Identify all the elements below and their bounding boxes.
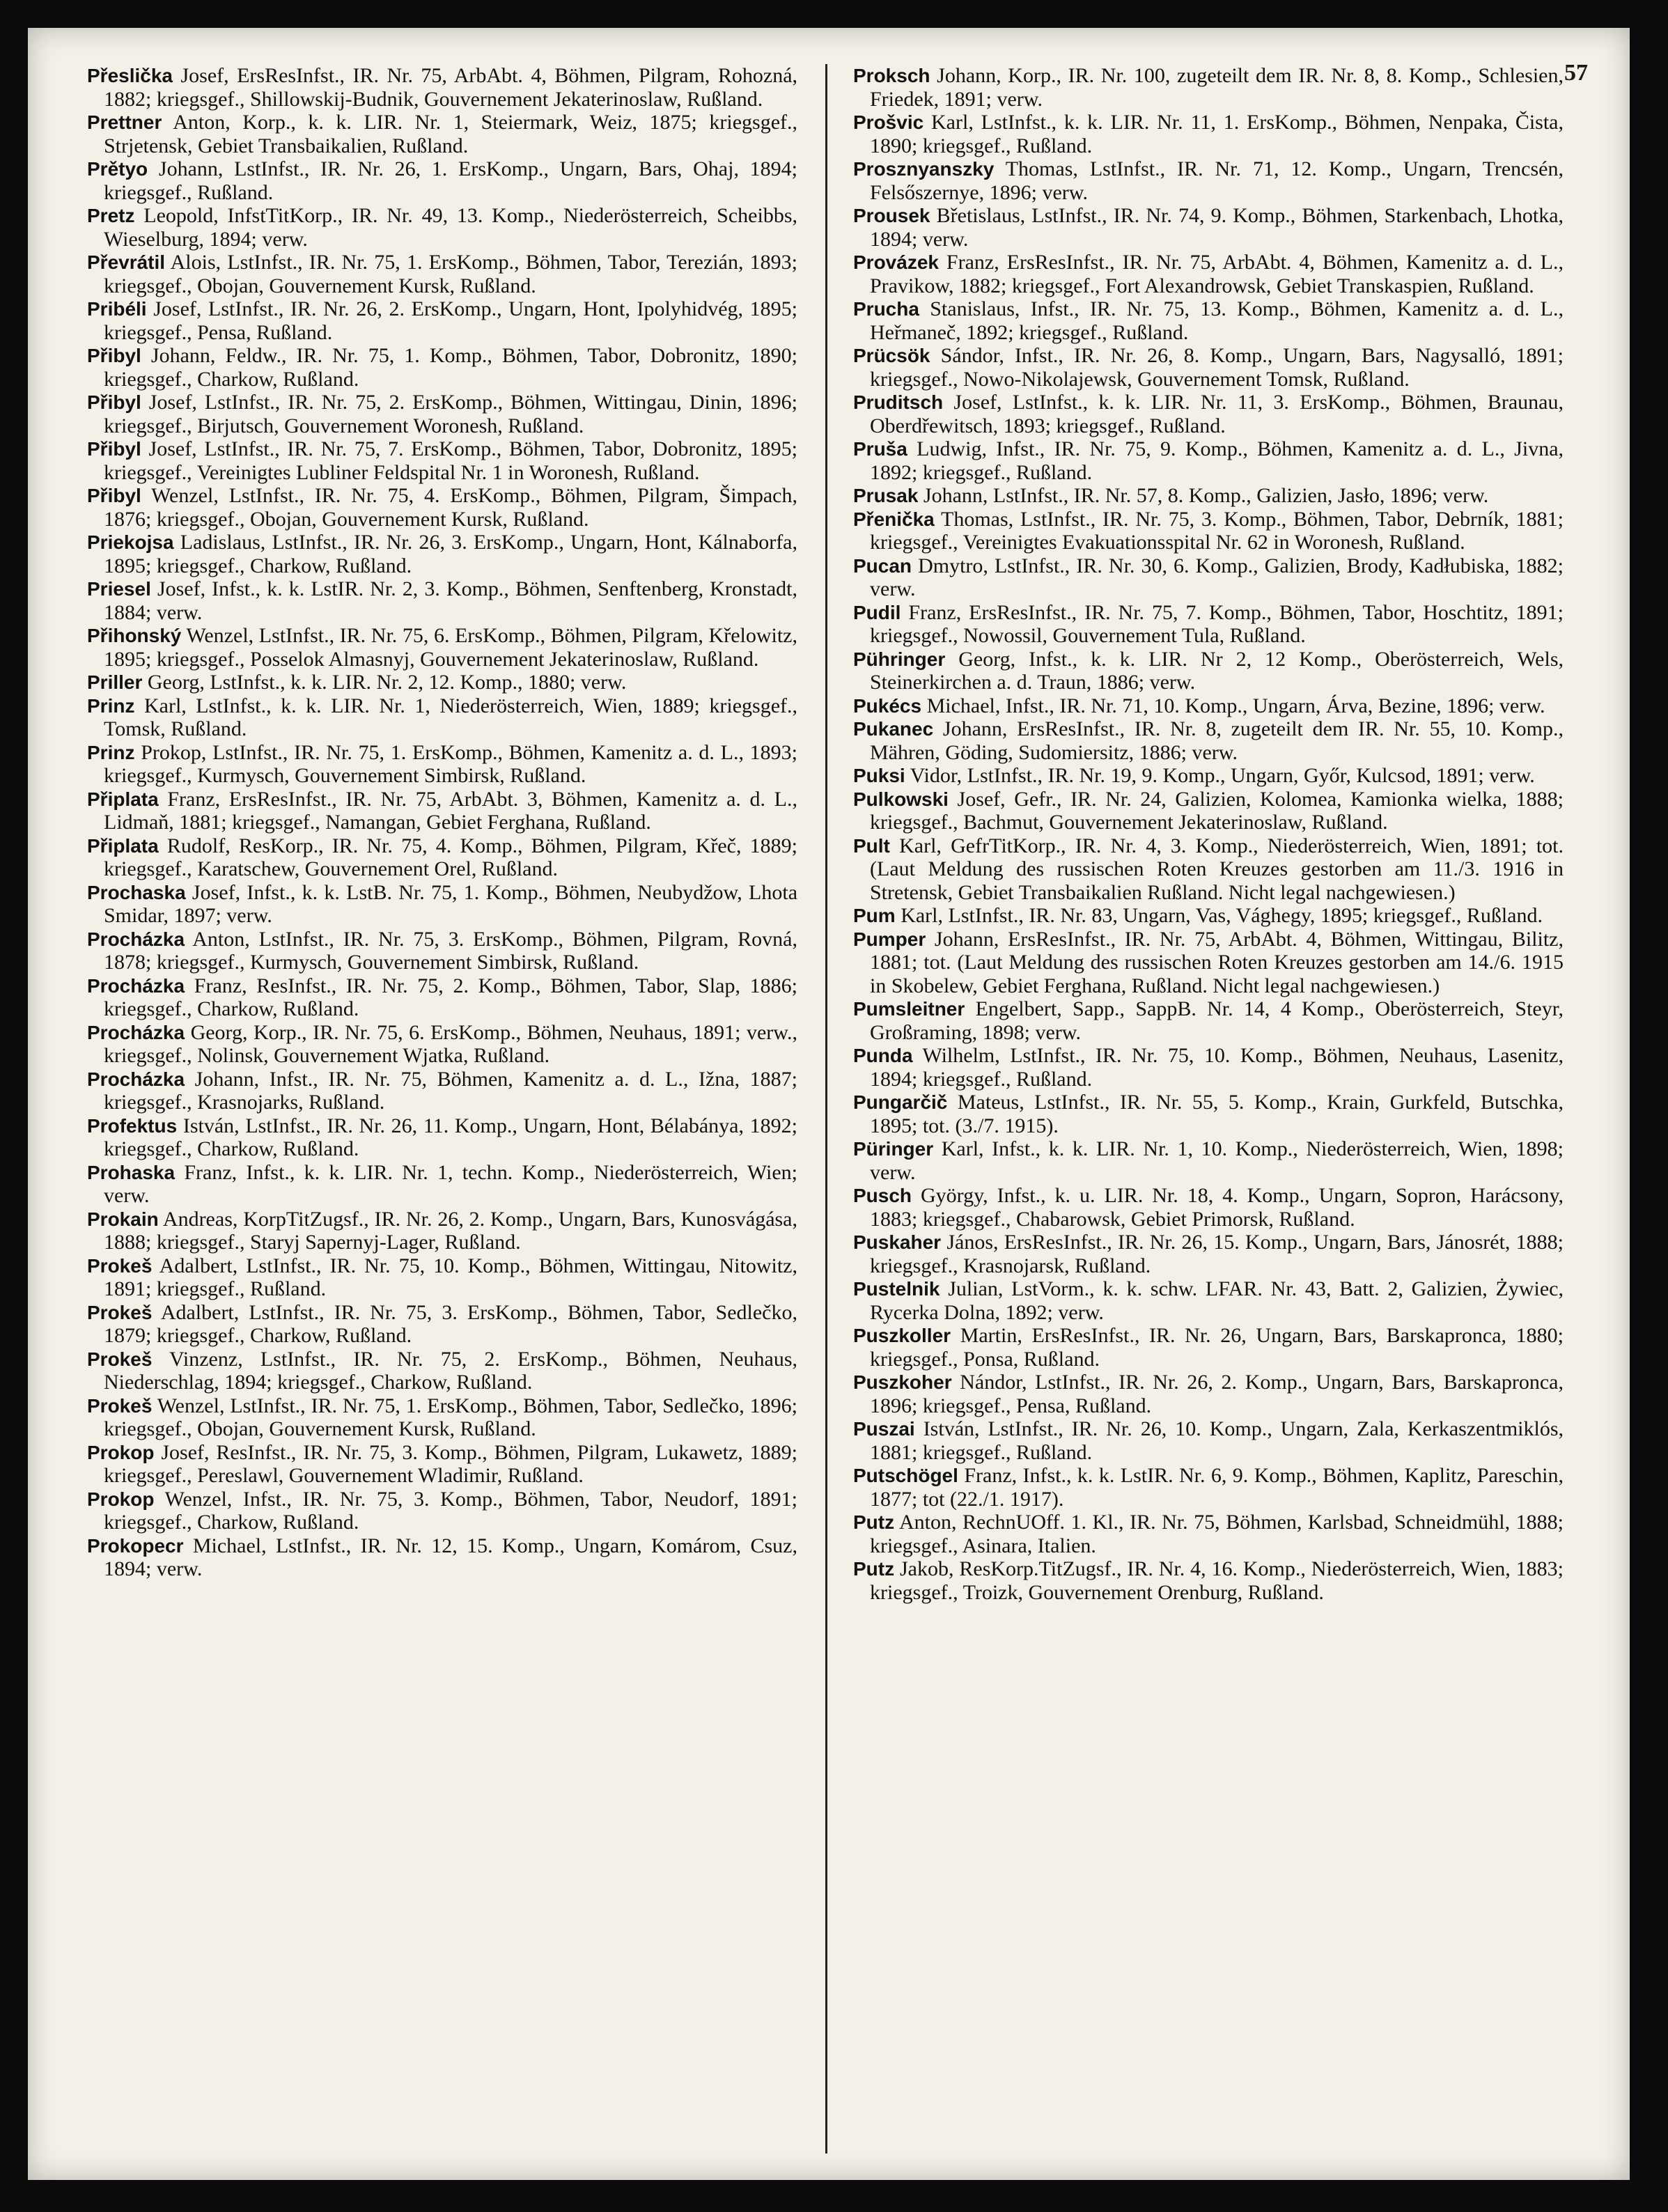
entry-surname: Připlata [87,788,159,810]
entry-details: Břetislaus, LstInfst., IR. Nr. 74, 9. Komp., Böhmen, Starkenbach, Lhotka, 1894; verw. [870,204,1564,251]
entry-details: Adalbert, LstInfst., IR. Nr. 75, 10. Komp., Böhmen, Wittingau, Nitowitz, 1891; kriegsgef., Rußland. [104,1254,797,1300]
entry-surname: Pumper [853,928,926,950]
page-number: 57 [1564,60,1588,86]
register-entry [87,834,797,881]
entry-surname: Pribéli [87,298,147,320]
entry-surname: Profektus [87,1114,178,1137]
document-page [28,28,1630,2180]
register-entry [87,484,797,531]
register-entry [853,834,1564,905]
register-entry [87,297,797,344]
entry-surname: Přibyl [87,345,141,366]
entry-surname: Punda [853,1045,913,1066]
register-entry [853,484,1564,508]
register-entry [87,391,797,437]
entry-details: Julian, LstVorm., k. k. schw. LFAR. Nr. 43, Batt. 2, Galizien, Żywiec, Rycerka Dolna, 1892; verw. [870,1277,1564,1324]
register-entry [87,788,797,834]
register-entry [87,531,797,577]
register-entry [853,601,1564,648]
entry-surname: Prusak [853,485,919,506]
register-entry [87,1441,797,1488]
entry-surname: Procházka [87,974,185,997]
entry-details: Georg, LstInfst., k. k. LIR. Nr. 2, 12. Komp., 1880; verw. [147,671,627,694]
entry-details: Wenzel, Infst., IR. Nr. 75, 3. Komp., Böhmen, Tabor, Neudorf, 1891; kriegsgef., Charkow, Rußland. [104,1487,797,1534]
entry-details: Adalbert, LstInfst., IR. Nr. 75, 3. ErsKomp., Böhmen, Tabor, Sedlečko, 1879; kriegsgef., Charkow, Rußland. [104,1300,797,1347]
entry-surname: Prosznyanszky [853,158,995,180]
register-entry [87,694,797,741]
register-entry [853,717,1564,764]
entry-details: Karl, LstInfst., k. k. LIR. Nr. 11, 1. ErsKomp., Böhmen, Nenpaka, Čista, 1890; kriegsgef., Rußland. [870,111,1564,157]
entry-surname: Přenička [853,508,935,530]
register-entry [853,1464,1564,1511]
entry-details: Prokop, LstInfst., IR. Nr. 75, 1. ErsKomp., Böhmen, Kamenitz a. d. L., 1893; kriegsgef., Kurmysch, Gouvernement Simbirsk, Rußland. [104,740,797,787]
register-entry [853,1557,1564,1604]
entry-details: Jakob, ResKorp.TitZugsf., IR. Nr. 4, 16. Komp., Niederösterreich, Wien, 1883; kriegsgef., Troizk, Gouvernement Orenburg, Rußland. [870,1557,1564,1604]
entry-details: János, ErsResInfst., IR. Nr. 26, 15. Komp., Ungarn, Bars, Jánosrét, 1888; kriegsgef., Krasnojarsk, Rußland. [870,1231,1564,1277]
entry-surname: Prettner [87,111,162,133]
entry-details: Karl, Infst., k. k. LIR. Nr. 1, 10. Komp., Niederösterreich, Wien, 1898; verw. [870,1137,1564,1184]
register-entry [87,1488,797,1534]
entry-details: Vidor, LstInfst., IR. Nr. 19, 9. Komp., Ungarn, Győr, Kulcsod, 1891; verw. [910,764,1535,787]
entry-surname: Prokain [87,1208,159,1230]
entry-details: Johann, ErsResInfst., IR. Nr. 8, zugeteilt dem IR. Nr. 55, 10. Komp., Mähren, Göding, Sudomiersitz, 1886; verw. [870,717,1564,764]
register-entry [853,694,1564,718]
entry-surname: Pusch [853,1185,912,1206]
entry-surname: Pucan [853,554,912,577]
register-entry [87,1394,797,1441]
entry-details: Josef, Infst., k. k. LstB. Nr. 75, 1. Komp., Böhmen, Neubydžow, Lhota Smidar, 1897; verw. [104,880,797,927]
entry-surname: Pukécs [853,694,922,717]
entry-surname: Přibyl [87,391,141,413]
entry-details: Johann, LstInfst., IR. Nr. 26, 1. ErsKomp., Ungarn, Bars, Ohaj, 1894; kriegsgef., Rußland. [104,157,797,204]
entry-details: István, LstInfst., IR. Nr. 26, 10. Komp., Ungarn, Zala, Kerkaszentmiklós, 1881; kriegsgef., Rußland. [870,1417,1564,1464]
entry-surname: Pumsleitner [853,998,965,1020]
register-entry [87,1534,797,1581]
entry-surname: Prokop [87,1441,155,1463]
entry-details: Anton, Korp., k. k. LIR. Nr. 1, Steiermark, Weiz, 1875; kriegsgef., Strjetensk, Gebiet Transbaikalien, Rußland. [104,111,797,157]
register-entry [853,297,1564,344]
left-column [87,64,797,2160]
entry-details: Josef, LstInfst., IR. Nr. 26, 2. ErsKomp., Ungarn, Hont, Ipolyhidvég, 1895; kriegsgef., Pensa, Rußland. [104,297,797,344]
entry-surname: Prokopecr [87,1534,184,1557]
register-entry [87,111,797,157]
register-entry [853,1277,1564,1324]
entry-surname: Putschögel [853,1465,958,1486]
register-entry [853,1184,1564,1231]
register-entry [853,251,1564,297]
entry-surname: Přibyl [87,485,141,506]
entry-surname: Priekojsa [87,531,174,553]
register-entry [87,741,797,788]
entry-details: Alois, LstInfst., IR. Nr. 75, 1. ErsKomp., Böhmen, Tabor, Terezián, 1893; kriegsgef., Obojan, Gouvernement Kursk, Rußland. [104,251,797,297]
register-entry [87,881,797,928]
register-entry [853,344,1564,391]
entry-surname: Pruditsch [853,391,944,413]
entry-surname: Pum [853,905,896,926]
entry-surname: Prücsök [853,345,930,366]
entry-surname: Procházka [87,1068,185,1090]
entry-details: Georg, Korp., IR. Nr. 75, 6. ErsKomp., Böhmen, Neuhaus, 1891; verw., kriegsgef., Nolinsk, Gouvernement Wjatka, Rußland. [104,1020,797,1067]
entry-details: Josef, Gefr., IR. Nr. 24, Galizien, Kolomea, Kamionka wielka, 1888; kriegsgef., Bachmut, Gouvernement Jekaterinoslaw, Rußland. [870,787,1564,834]
register-entry [853,391,1564,437]
entry-details: Josef, ResInfst., IR. Nr. 75, 3. Komp., Böhmen, Pilgram, Lukawetz, 1889; kriegsgef., Pereslawl, Gouvernement Wladimir, Rußland. [104,1440,797,1487]
register-entry [87,671,797,694]
entry-details: Anton, LstInfst., IR. Nr. 75, 3. ErsKomp., Böhmen, Pilgram, Rovná, 1878; kriegsgef., Kurmysch, Gouvernement Simbirsk, Rußland. [104,927,797,974]
register-entry [853,437,1564,484]
entry-details: Josef, ErsResInfst., IR. Nr. 75, ArbAbt. 4, Böhmen, Pilgram, Rohozná, 1882; kriegsgef., Shillowskij-Budnik, Gouvernement Jekaterinoslaw, Rußland. [104,64,797,111]
entry-surname: Prinz [87,694,135,717]
register-entry [87,1068,797,1114]
entry-details: Josef, LstInfst., k. k. LIR. Nr. 11, 3. ErsKomp., Böhmen, Braunau, Oberdřewitsch, 1893; kriegsgef., Rußland. [870,391,1564,437]
entry-surname: Prochaska [87,881,186,903]
entry-surname: Pult [853,834,890,857]
entry-surname: Priesel [87,578,151,600]
entry-details: Nándor, LstInfst., IR. Nr. 26, 2. Komp., Ungarn, Bars, Barskapronca, 1896; kriegsgef., Pensa, Rußland. [870,1371,1564,1417]
entry-surname: Pudil [853,601,901,623]
entry-surname: Přibyl [87,438,141,460]
register-entry [87,928,797,974]
entry-details: Josef, LstInfst., IR. Nr. 75, 7. ErsKomp., Böhmen, Tabor, Dobronitz, 1895; kriegsgef., Vereinigtes Lubliner Feldspital Nr. 1 in Woronesh, Rußland. [104,437,797,484]
entry-surname: Prohaska [87,1161,176,1183]
entry-surname: Prokeš [87,1301,153,1323]
register-entry [87,1208,797,1254]
register-entry [853,928,1564,998]
entry-details: Johann, LstInfst., IR. Nr. 57, 8. Komp., Galizien, Jasło, 1896; verw. [923,484,1489,507]
right-column [853,64,1564,2160]
register-entry [853,1044,1564,1091]
entry-surname: Prokeš [87,1254,153,1277]
entry-surname: Puskaher [853,1231,942,1253]
entry-surname: Proksch [853,65,930,86]
entry-details: Leopold, InfstTitKorp., IR. Nr. 49, 13. Komp., Niederösterreich, Scheibbs, Wieselburg, 1894; verw. [104,204,797,251]
register-entry [853,111,1564,157]
entry-surname: Prokeš [87,1348,153,1370]
entry-details: Wenzel, LstInfst., IR. Nr. 75, 1. ErsKomp., Böhmen, Tabor, Sedlečko, 1896; kriegsgef., Obojan, Gouvernement Kursk, Rußland. [104,1394,797,1440]
entry-details: Franz, ErsResInfst., IR. Nr. 75, ArbAbt. 3, Böhmen, Kamenitz a. d. L., Lidmaň, 1881; kriegsgef., Namangan, Gebiet Ferghana, Rußland. [104,787,797,834]
columns [87,64,1577,2160]
entry-details: Rudolf, ResKorp., IR. Nr. 75, 4. Komp., Böhmen, Pilgram, Křeč, 1889; kriegsgef., Karatschew, Gouvernement Orel, Rußland. [104,834,797,880]
entry-details: Ladislaus, LstInfst., IR. Nr. 26, 3. ErsKomp., Ungarn, Hont, Kálnaborfa, 1895; kriegsgef., Charkow, Rußland. [104,531,797,577]
entry-details: Michael, Infst., IR. Nr. 71, 10. Komp., Ungarn, Árva, Bezine, 1896; verw. [926,694,1545,717]
entry-surname: Priller [87,671,143,693]
entry-surname: Převrátil [87,251,166,273]
entry-details: Sándor, Infst., IR. Nr. 26, 8. Komp., Ungarn, Bars, Nagysalló, 1891; kriegsgef., Nowo-Nikolajewsk, Gouvernement Tomsk, Rußland. [870,344,1564,391]
register-entry [87,1114,797,1161]
register-entry [87,251,797,297]
entry-details: Johann, Infst., IR. Nr. 75, Böhmen, Kamenitz a. d. L., Ižna, 1887; kriegsgef., Krasnojarks, Rußland. [104,1067,797,1114]
entry-details: Johann, Feldw., IR. Nr. 75, 1. Komp., Böhmen, Tabor, Dobronitz, 1890; kriegsgef., Charkow, Rußland. [104,344,797,391]
entry-details: György, Infst., k. u. LIR. Nr. 18, 4. Komp., Ungarn, Sopron, Harácsony, 1883; kriegsgef., Chabarowsk, Gebiet Primorsk, Rußland. [870,1184,1564,1231]
register-entry [853,1371,1564,1417]
register-entry [87,1021,797,1068]
entry-details: Ludwig, Infst., IR. Nr. 75, 9. Komp., Böhmen, Kamenitz a. d. L., Jivna, 1892; kriegsgef., Rußland. [870,437,1564,484]
entry-details: Thomas, LstInfst., IR. Nr. 71, 12. Komp., Ungarn, Trencsén, Felsőszernye, 1896; verw. [870,157,1564,204]
entry-details: Franz, ErsResInfst., IR. Nr. 75, 7. Komp., Böhmen, Tabor, Hoschtitz, 1891; kriegsgef., Nowossil, Gouvernement Tula, Rußland. [870,600,1564,647]
register-entry [87,204,797,251]
register-entry [853,904,1564,928]
entry-details: Georg, Infst., k. k. LIR. Nr 2, 12 Komp., Oberösterreich, Wels, Steinerkirchen a. d. Traun, 1886; verw. [870,647,1564,694]
entry-details: Karl, LstInfst., IR. Nr. 83, Ungarn, Vas, Vághegy, 1895; kriegsgef., Rußland. [901,904,1543,927]
register-entry [853,157,1564,204]
entry-surname: Pustelnik [853,1278,940,1300]
entry-details: Wenzel, LstInfst., IR. Nr. 75, 4. ErsKomp., Böhmen, Pilgram, Šimpach, 1876; kriegsgef., Obojan, Gouvernement Kursk, Rußland. [104,484,797,531]
register-entry [87,1301,797,1348]
entry-surname: Puszai [853,1418,915,1440]
entry-surname: Pungarčič [853,1091,948,1113]
register-entry [853,1231,1564,1277]
entry-details: Johann, Korp., IR. Nr. 100, zugeteilt dem IR. Nr. 8, 8. Komp., Schlesien, Friedek, 1891; verw. [870,64,1564,111]
register-entry [87,577,797,624]
entry-surname: Připlata [87,834,159,857]
entry-surname: Prucha [853,298,919,320]
register-entry [853,1511,1564,1557]
entry-details: Josef, Infst., k. k. LstIR. Nr. 2, 3. Komp., Böhmen, Senftenberg, Kronstadt, 1884; verw. [104,577,797,624]
entry-surname: Provázek [853,251,939,273]
register-entry [87,624,797,671]
entry-surname: Pruša [853,438,907,460]
entry-details: Karl, GefrTitKorp., IR. Nr. 4, 3. Komp., Niederösterreich, Wien, 1891; tot. (Laut Meldung des russischen Roten Kreuzes gestorben am 11./3. 1916 in Stretensk, Gebiet Transbaikalien Rußland. Nicht legal nachgewiesen.) [870,834,1564,904]
register-entry [87,1348,797,1394]
entry-surname: Puszkoller [853,1325,951,1346]
entry-details: Franz, Infst., k. k. LstIR. Nr. 6, 9. Komp., Böhmen, Kaplitz, Pareschin, 1877; tot (22./1. 1917). [870,1464,1564,1511]
entry-surname: Putz [853,1511,895,1533]
entry-details: Wenzel, LstInfst., IR. Nr. 75, 6. ErsKomp., Böhmen, Pilgram, Křelowitz, 1895; kriegsgef., Posselok Almasnyj, Gouvernement Jekaterinoslaw, Rußland. [104,624,797,671]
entry-details: Stanislaus, Infst., IR. Nr. 75, 13. Komp., Böhmen, Kamenitz a. d. L., Heřmaneč, 1892; kriegsgef., Rußland. [870,297,1564,344]
entry-details: Josef, LstInfst., IR. Nr. 75, 2. ErsKomp., Böhmen, Wittingau, Dinin, 1896; kriegsgef., Birjutsch, Gouvernement Woronesh, Rußland. [104,391,797,437]
entry-details: Mateus, LstInfst., IR. Nr. 55, 5. Komp., Krain, Gurkfeld, Butschka, 1895; tot. (3./7. 1915). [870,1091,1564,1137]
register-entry [87,974,797,1021]
entry-details: Wilhelm, LstInfst., IR. Nr. 75, 10. Komp., Böhmen, Neuhaus, Lasenitz, 1894; kriegsgef., Rußland. [870,1044,1564,1091]
entry-details: Johann, ErsResInfst., IR. Nr. 75, ArbAbt. 4, Böhmen, Wittingau, Bilitz, 1881; tot. (Laut Meldung des russischen Roten Kreuzes gestorben am 14./6. 1915 in Skobelew, Gebiet Ferghana, Rußland. Nicht legal nachgewiesen.) [870,927,1564,997]
entry-surname: Püringer [853,1138,934,1160]
entry-details: Michael, LstInfst., IR. Nr. 12, 15. Komp., Ungarn, Komárom, Csuz, 1894; verw. [104,1534,797,1580]
entry-details: Andreas, KorpTitZugsf., IR. Nr. 26, 2. Komp., Ungarn, Bars, Kunosvágása, 1888; kriegsgef., Staryj Sapernyj-Lager, Rußland. [104,1207,797,1254]
register-entry [87,1254,797,1301]
entry-surname: Přeslička [87,65,173,86]
entry-surname: Prinz [87,741,135,763]
entry-details: Franz, Infst., k. k. LIR. Nr. 1, techn. Komp., Niederösterreich, Wien; verw. [104,1160,797,1207]
entry-surname: Prousek [853,205,930,226]
entry-details: Karl, LstInfst., k. k. LIR. Nr. 1, Niederösterreich, Wien, 1889; kriegsgef., Tomsk, Rußland. [104,694,797,740]
entry-surname: Prošvic [853,111,924,133]
entry-details: Martin, ErsResInfst., IR. Nr. 26, Ungarn, Bars, Barskapronca, 1880; kriegsgef., Ponsa, Rußland. [870,1324,1564,1371]
register-entry [87,64,797,111]
entry-surname: Prokop [87,1488,155,1510]
entry-details: Franz, ErsResInfst., IR. Nr. 75, ArbAbt. 4, Böhmen, Kamenitz a. d. L., Pravikow, 1882; kriegsgef., Fort Alexandrowsk, Gebiet Transkaspien, Rußland. [870,251,1564,297]
entry-surname: Prokeš [87,1394,153,1417]
entry-details: Dmytro, LstInfst., IR. Nr. 30, 6. Komp., Galizien, Brody, Kadłubiska, 1882; verw. [870,554,1564,600]
entry-details: István, LstInfst., IR. Nr. 26, 11. Komp., Ungarn, Hont, Bélabánya, 1892; kriegsgef., Charkow, Rußland. [104,1114,797,1160]
register-entry [87,157,797,204]
entry-surname: Procházka [87,928,185,950]
register-entry [853,997,1564,1044]
entry-surname: Puksi [853,765,905,786]
entry-surname: Pukanec [853,718,934,740]
register-entry [853,64,1564,111]
register-entry [853,788,1564,834]
entry-details: Vinzenz, LstInfst., IR. Nr. 75, 2. ErsKomp., Böhmen, Neuhaus, Niederschlag, 1894; kriegsgef., Charkow, Rußland. [104,1347,797,1394]
entry-surname: Prětyo [87,158,148,180]
entry-details: Engelbert, Sapp., SappB. Nr. 14, 4 Komp., Oberösterreich, Steyr, Großraming, 1898; verw. [870,997,1564,1044]
register-entry [87,1161,797,1208]
register-entry [853,1324,1564,1371]
entry-surname: Přihonský [87,625,182,646]
register-entry [853,508,1564,554]
register-entry [87,344,797,391]
entry-details: Franz, ResInfst., IR. Nr. 75, 2. Komp., Böhmen, Tabor, Slap, 1886; kriegsgef., Charkow, Rußland. [104,974,797,1020]
register-entry [853,204,1564,251]
entry-surname: Pühringer [853,648,946,670]
register-entry [853,1417,1564,1464]
register-entry [853,554,1564,601]
register-entry [853,1091,1564,1137]
register-entry [87,437,797,484]
entry-details: Anton, RechnUOff. 1. Kl., IR. Nr. 75, Böhmen, Karlsbad, Schneidmühl, 1888; kriegsgef., Asinara, Italien. [870,1511,1564,1557]
register-entry [853,648,1564,694]
column-divider [825,64,827,2153]
entry-surname: Pulkowski [853,788,949,810]
register-entry [853,764,1564,788]
entry-surname: Puszkoher [853,1371,952,1393]
entry-surname: Pretz [87,205,135,226]
register-entry [853,1137,1564,1184]
entry-details: Thomas, LstInfst., IR. Nr. 75, 3. Komp., Böhmen, Tabor, Debrník, 1881; kriegsgef., Vereinigtes Evakuationsspital Nr. 62 in Woronesh, Rußland. [870,507,1564,554]
entry-surname: Putz [853,1558,895,1580]
entry-surname: Procházka [87,1021,185,1043]
